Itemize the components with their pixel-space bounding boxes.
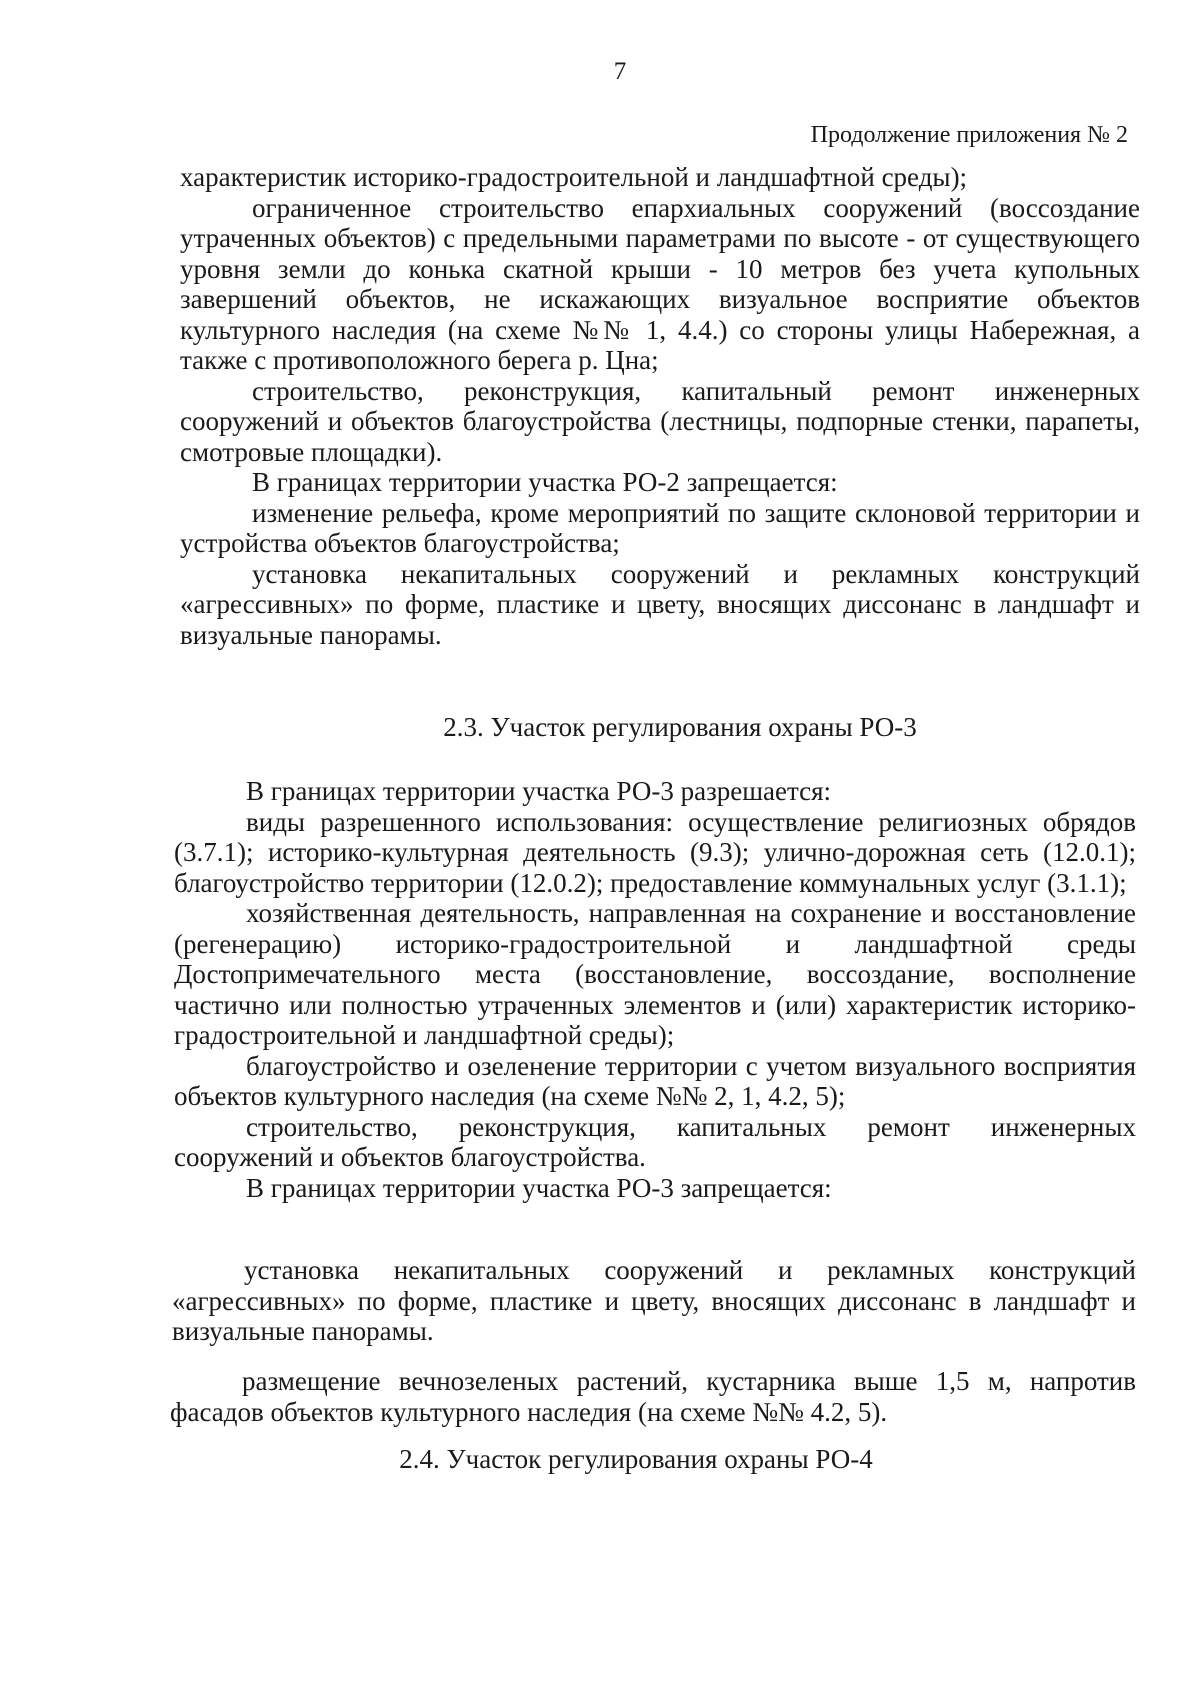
- paragraph: хозяйственная деятельность, направленная на сохранение и восстановление (регенерацию) историко-градостроительной и ландшафтной среды Достопримечательного места (восстановление, воссоздание, восполнение частично или полностью утраченных элементов и (или) характеристик историко-градостроительной и ландшафтной среды);: [174, 898, 1136, 1050]
- section-heading-2-4: 2.4. Участок регулирования охраны РО-4: [399, 1444, 873, 1474]
- paragraph: размещение вечнозеленых растений, кустарника выше 1,5 м, напротив фасадов объектов культурного наследия (на схеме №№ 4.2, 5).: [170, 1366, 1136, 1427]
- text-block-ro2: [180, 162, 1140, 650]
- paragraph: строительство, реконструкция, капитальный ремонт инженерных сооружений и объектов благоустройства (лестницы, подпорные стенки, парапеты, смотровые площадки).: [180, 375, 1140, 467]
- paragraph: благоустройство и озеленение территории с учетом визуального восприятия объектов культурного наследия (на схеме №№ 2, 1, 4.2, 5);: [174, 1050, 1136, 1111]
- paragraph: установка некапитальных сооружений и рекламных конструкций «агрессивных» по форме, пластике и цвету, вносящих диссонанс в ландшафт и визуальные панорамы.: [172, 1255, 1136, 1346]
- paragraph: ограниченное строительство епархиальных сооружений (воссоздание утраченных объектов) с предельными параметрами по высоте - от существующего уровня земли до конька скатной крыши - 10 метров без учета купольных завершений объектов, не искажающих визуальное восприятие объектов культурного наследия (на схеме №№ 1, 4.4.) со стороны улицы Набережная, а также с противоположного берега р. Цна;: [180, 192, 1140, 375]
- paragraph: изменение рельефа, кроме мероприятий по защите склоновой территории и устройства объектов благоустройства;: [180, 497, 1140, 558]
- paragraph: В границах территории участка РО-2 запрещается:: [252, 467, 838, 497]
- text-block-ro3-forbidden-1: [172, 1255, 1136, 1347]
- paragraph: В границах территории участка РО-3 разрешается:: [246, 776, 832, 806]
- paragraph: виды разрешенного использования: осуществление религиозных обрядов (3.7.1); историко-культурная деятельность (9.3); улично-дорожная сеть (12.0.1); благоустройство территории (12.0.2); предоставление коммунальных услуг (3.1.1);: [174, 806, 1136, 898]
- paragraph: установка некапитальных сооружений и рекламных конструкций «агрессивных» по форме, пластике и цвету, вносящих диссонанс в ландшафт и визуальные панорамы.: [180, 558, 1140, 650]
- paragraph: строительство, реконструкция, капитальных ремонт инженерных сооружений и объектов благоустройства.: [174, 1111, 1136, 1172]
- paragraph: В границах территории участка РО-3 запрещается:: [246, 1172, 832, 1203]
- paragraph: характеристик историко-градостроительной и ландшафтной среды);: [180, 162, 968, 192]
- text-block-ro3-allowed: [174, 776, 1136, 1203]
- continuation-label: Продолжение приложения № 2: [810, 122, 1128, 148]
- section-heading-2-3: 2.3. Участок регулирования охраны РО-3: [443, 712, 917, 742]
- text-block-ro3-forbidden-2: [170, 1366, 1136, 1427]
- page-number: 7: [613, 58, 627, 85]
